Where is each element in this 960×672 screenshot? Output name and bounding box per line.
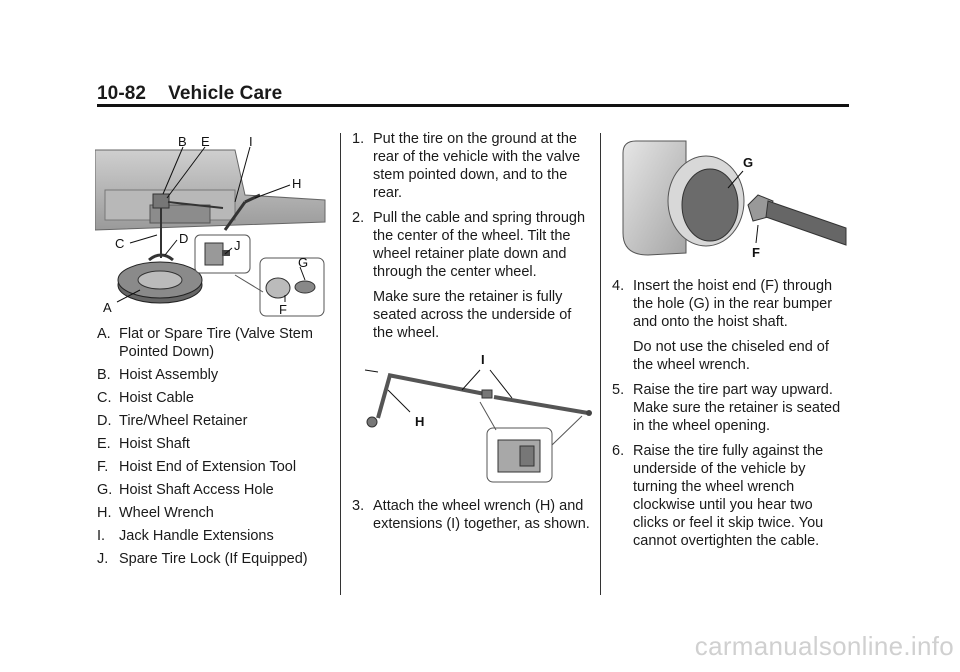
legend-item: A. Flat or Spare Tire (Valve Stem Pointed Down) <box>97 326 313 360</box>
callout-j: J <box>234 238 241 253</box>
section-title: Vehicle Care <box>168 83 283 104</box>
legend-item: D. Tire/Wheel Retainer <box>97 413 248 429</box>
column-divider-1 <box>340 133 341 595</box>
step-item: 4. Insert the hoist end (F) through the hole (G) in the rear bumper and onto the hoist shaft. <box>612 278 833 330</box>
callout-g: G <box>298 255 309 270</box>
callout-i: I <box>481 352 485 367</box>
legend-item: F. Hoist End of Extension Tool <box>97 459 297 475</box>
figure-spare-tire-hoist <box>95 130 330 318</box>
step-item: 1. Put the tire on the ground at the rear of the vehicle with the valve stem pointed down, and to the rear. <box>352 131 581 201</box>
callout-f: F <box>279 302 287 317</box>
step-note: Do not use the chiseled end of the wheel wrench. <box>633 339 829 373</box>
legend-item: H. Wheel Wrench <box>97 505 214 521</box>
legend-item: J. Spare Tire Lock (If Equipped) <box>97 551 308 567</box>
legend-item: B. Hoist Assembly <box>97 367 219 383</box>
callout-g: G <box>743 155 754 170</box>
callout-d: D <box>179 231 189 246</box>
step-note: Make sure the retainer is fully seated across the underside of the wheel. <box>373 289 572 341</box>
steps-4-6 <box>612 277 852 557</box>
callout-a: A <box>103 300 112 315</box>
figure-wrench-extensions <box>360 350 595 485</box>
figure-hoist-access-hole <box>618 133 848 273</box>
step-item: 6. Raise the tire fully against the underside of the vehicle by turning the wheel wrench clockwise until you hear two clicks or feel it skip twice. You cannot overtighten the cable. <box>612 443 824 549</box>
page-header <box>97 83 282 105</box>
callout-h: H <box>415 414 425 429</box>
legend-item: G. Hoist Shaft Access Hole <box>97 482 274 498</box>
steps-1-2 <box>352 130 592 349</box>
legend-item: I. Jack Handle Extensions <box>97 528 274 544</box>
step-item: 5. Raise the tire part way upward. Make sure the retainer is seated in the wheel opening. <box>612 382 841 434</box>
header-rule <box>97 104 849 107</box>
column-divider-2 <box>600 133 601 595</box>
legend-item: C. Hoist Cable <box>97 390 194 406</box>
step-item: 2. Pull the cable and spring through the center of the wheel. Tilt the wheel retainer plate down and through the center wheel. <box>352 210 586 280</box>
page-number: 10-82 <box>97 83 147 104</box>
callout-i: I <box>249 134 253 149</box>
callout-h: H <box>292 176 302 191</box>
step-item: 3. Attach the wheel wrench (H) and extensions (I) together, as shown. <box>352 498 590 532</box>
legend-item: E. Hoist Shaft <box>97 436 190 452</box>
watermark: carmanualsonline.info <box>694 631 954 661</box>
callout-c: C <box>115 236 125 251</box>
figure-legend <box>97 325 332 573</box>
step-3 <box>352 497 592 540</box>
callout-b: B <box>178 134 187 149</box>
callout-f: F <box>752 245 760 260</box>
callout-e: E <box>201 134 210 149</box>
